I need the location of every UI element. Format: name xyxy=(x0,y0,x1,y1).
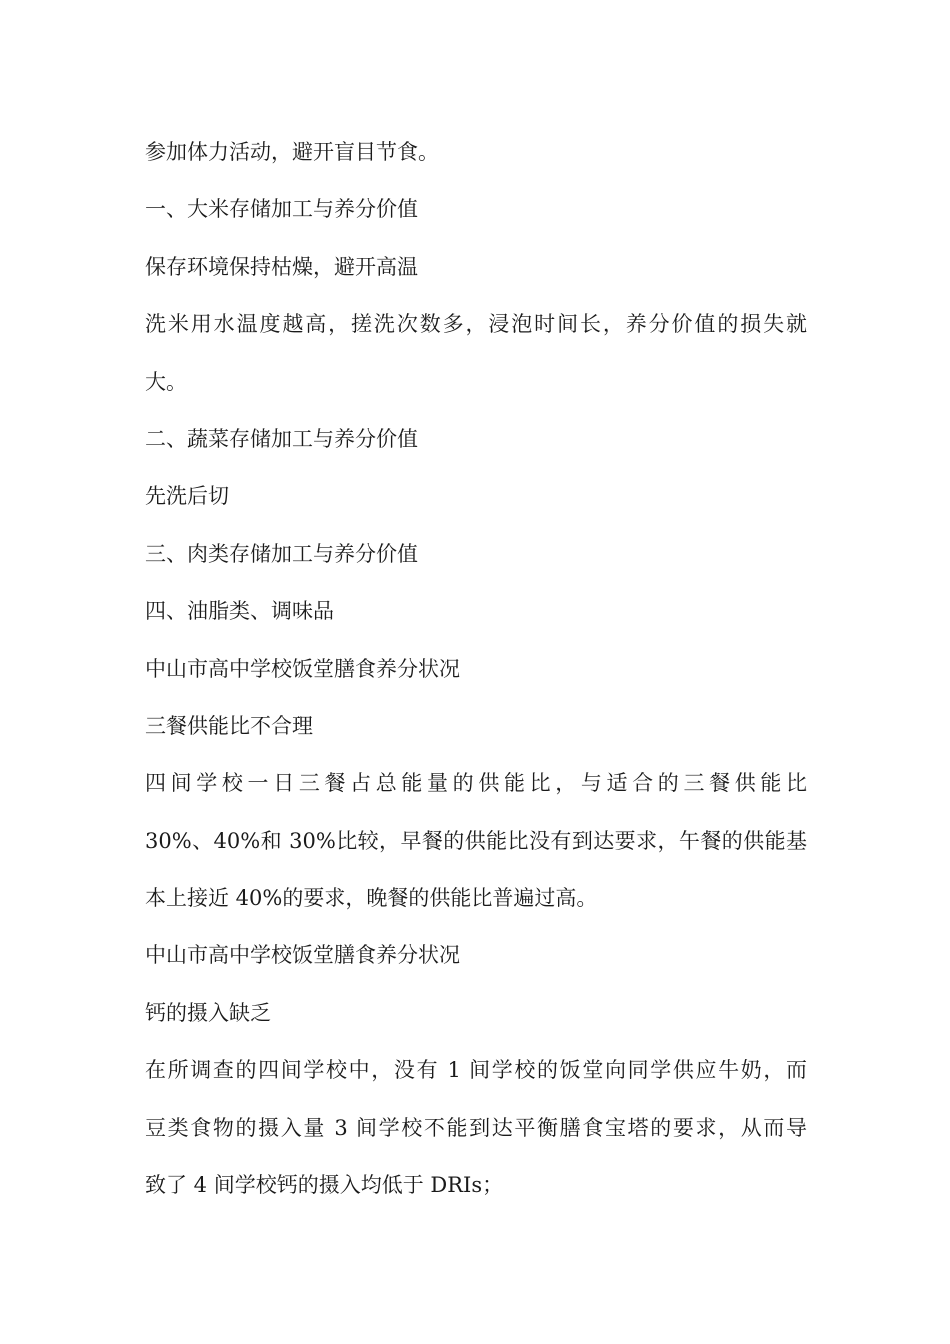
text-line: 在所调查的四间学校中，没有 1 间学校的饭堂向同学供应牛奶，而 xyxy=(145,1058,807,1083)
text-line: 洗米用水温度越高，搓洗次数多，浸泡时间长，养分价值的损失就 xyxy=(145,312,807,337)
section-heading: 中山市高中学校饭堂膳食养分状况 xyxy=(145,943,460,968)
text-line: 四间学校一日三餐占总能量的供能比，与适合的三餐供能比 xyxy=(145,771,807,796)
text-line: 先洗后切 xyxy=(145,484,229,509)
text-line: 参加体力活动，避开盲目节食。 xyxy=(145,140,439,164)
subheading: 钙的摄入缺乏 xyxy=(145,1000,271,1025)
text-line: 30%、40%和 30%比较，早餐的供能比没有到达要求，午餐的供能基 xyxy=(145,828,807,853)
section-heading: 一、大米存储加工与养分价值 xyxy=(145,197,418,222)
section-heading: 二、蔬菜存储加工与养分价值 xyxy=(145,426,418,451)
section-heading: 中山市高中学校饭堂膳食养分状况 xyxy=(145,656,460,681)
text-line: 本上接近 40%的要求，晚餐的供能比普遍过高。 xyxy=(145,886,598,911)
text-line: 保存环境保持枯燥，避开高温 xyxy=(145,254,418,279)
subheading: 三餐供能比不合理 xyxy=(145,713,313,738)
section-heading: 四、油脂类、调味品 xyxy=(145,599,334,624)
text-line: 致了 4 间学校钙的摄入均低于 DRIs； xyxy=(145,1173,504,1198)
text-line: 大。 xyxy=(145,369,187,394)
document-body xyxy=(145,131,807,1221)
text-line: 豆类食物的摄入量 3 间学校不能到达平衡膳食宝塔的要求，从而导 xyxy=(145,1115,807,1140)
section-heading: 三、肉类存储加工与养分价值 xyxy=(145,541,418,566)
